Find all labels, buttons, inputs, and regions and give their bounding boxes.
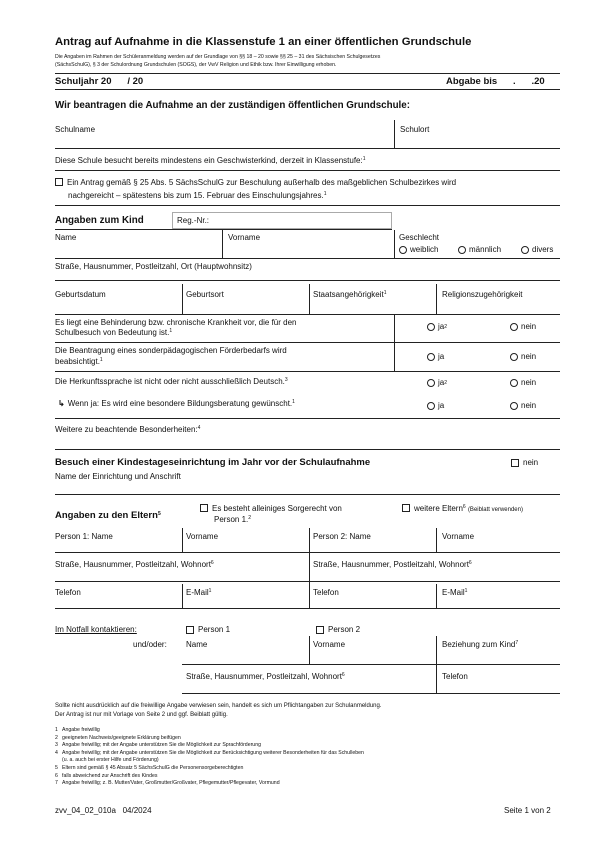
radio-icon[interactable] [427, 323, 435, 331]
school-section-heading: Wir beantragen die Aufnahme an der zuständigen öffentlichen Grundschule: [55, 100, 410, 111]
schulname-label: Schulname [55, 125, 96, 134]
divider [55, 342, 560, 343]
q-herkunftssprache-nein[interactable]: nein [510, 378, 536, 387]
regnr-label: Reg.-Nr.: [177, 216, 210, 225]
eltern-name-fields[interactable] [55, 552, 560, 553]
q-foerderbedarf-ja[interactable]: ja [427, 352, 444, 361]
eltern-kontakt-fields[interactable] [55, 608, 560, 609]
notfall-name-fields[interactable] [182, 664, 560, 665]
divider [55, 205, 560, 206]
footnote: 6 falls abweichend zur Anschrift des Kindes [55, 772, 158, 779]
notfall-vorname-label: Vorname [313, 640, 346, 649]
divider [182, 284, 183, 314]
kind-name-field[interactable] [55, 258, 394, 259]
form-code: zvv_04_02_010a 04/2024 [55, 806, 152, 815]
geburt-fields-row[interactable] [55, 314, 560, 315]
radio-icon[interactable] [510, 402, 518, 410]
geburtsdatum-label: Geburtsdatum [55, 290, 106, 299]
note-gueltigkeit: Der Antrag ist nur mit Vorlage von Seite 2 und ggf. Beiblatt gültig. [55, 712, 228, 718]
alleiniges-sorgerecht-line-2: Person 1.$^2$ [214, 515, 252, 524]
footnote: 2 geeigneten Nachweis/geeignete Erklärung beifügen [55, 734, 181, 741]
footnote: 1 Angabe freiwillig [55, 727, 100, 733]
arrow-icon: ↳ [58, 399, 65, 408]
weitere-eltern-checkbox[interactable] [402, 504, 410, 512]
notfall-telefon-label: Telefon [442, 672, 468, 681]
footnote: 3 Angabe freiwillig; mit der Angabe unterstützen Sie die Möglichkeit zur Sprachförderung [55, 742, 261, 749]
footnote: (u. a. auch bei erster Hilfe und Förderung) [62, 757, 159, 764]
kita-name-field[interactable] [55, 494, 560, 495]
divider [394, 120, 395, 148]
person1-email-label: E-Mail$^1$ [186, 588, 212, 597]
geschlecht-maennlich[interactable]: männlich [458, 245, 501, 254]
divider [55, 418, 560, 419]
antrag-option-line-2: nachgereicht – spätestens bis zum 15. Februar des Einschulungsjahres.$^1$ [68, 191, 327, 200]
divider [309, 284, 310, 314]
notfall-person1-checkbox[interactable] [186, 626, 194, 634]
kind-section-heading: Angaben zum Kind [55, 215, 144, 226]
kita-nein-option[interactable]: nein [511, 458, 538, 467]
q-bildungsberatung: ↳ Wenn ja: Es wird eine besondere Bildungsberatung gewünscht.$^1$ [58, 399, 295, 408]
person2-strasse-label: Straße, Hausnummer, Postleitzahl, Wohnort$^6$ [313, 560, 472, 569]
eltern-strasse-fields[interactable] [55, 581, 560, 582]
footnote: 7 Angabe freiwillig; z. B. Mutter/Vater, Großmutter/Großvater, Pflegemutter/Pflegevater, Vormund [55, 780, 280, 787]
radio-icon[interactable] [510, 379, 518, 387]
regnr-field[interactable] [172, 212, 392, 229]
divider [436, 284, 437, 314]
radio-icon[interactable] [458, 246, 466, 254]
weitere-eltern-option[interactable]: weitere Eltern$^6$ (Beiblatt verwenden) [402, 504, 523, 513]
divider [436, 528, 437, 552]
antrag-option[interactable]: Ein Antrag gemäß § 25 Abs. 5 SächsSchulG zur Beschulung außerhalb des maßgeblichen Schulbezirkes wird [55, 178, 456, 187]
q-behinderung-line-1: Es liegt eine Behinderung bzw. chronische Krankheit vor, die für den [55, 318, 297, 327]
notfall-strasse-label: Straße, Hausnummer, Postleitzahl, Wohnort$^6$ [186, 672, 345, 681]
q-bildungsberatung-nein[interactable]: nein [510, 401, 536, 410]
divider [55, 371, 560, 372]
footnote: 5 Eltern sind gemäß § 45 Absatz 5 SächsSchulG die Personensorgeberechtigten [55, 764, 244, 771]
kind-strasse-field[interactable] [55, 280, 560, 281]
footnote: 4 Angabe freiwillig; mit der Angabe unterstützen Sie die Möglichkeit zur Berücksichtigung weiterer Besonderheiten für das Schulleben [55, 749, 364, 756]
person1-telefon-label: Telefon [55, 588, 81, 597]
beziehung-label: Beziehung zum Kind$^7$ [442, 640, 519, 649]
radio-icon[interactable] [427, 402, 435, 410]
undoder-label: und/oder: [133, 640, 167, 649]
kita-nein-checkbox[interactable] [511, 459, 519, 467]
q-behinderung-ja[interactable]: ja 2 [427, 322, 447, 331]
radio-icon[interactable] [427, 353, 435, 361]
geburtsort-label: Geburtsort [186, 290, 224, 299]
person1-name-label: Person 1: Name [55, 532, 113, 541]
alleiniges-sorgerecht-option[interactable]: Es besteht alleiniges Sorgerecht von [200, 504, 342, 513]
page-number: Seite 1 von 2 [504, 806, 551, 815]
divider [55, 73, 560, 74]
divider [55, 170, 560, 171]
eltern-section-heading: Angaben zu den Eltern$^5$ [55, 510, 161, 521]
q-bildungsberatung-ja[interactable]: ja [427, 401, 444, 410]
kind-vorname-label: Vorname [228, 233, 261, 242]
radio-icon[interactable] [399, 246, 407, 254]
notfall-kontakt-fields[interactable] [182, 693, 560, 694]
person2-vorname-label: Vorname [442, 532, 475, 541]
staatsangehoerigkeit-label: Staatsangehörigkeit$^1$ [313, 290, 387, 299]
divider [55, 89, 560, 90]
notfall-label: Im Notfall kontaktieren: [55, 625, 137, 634]
besonderheiten-field[interactable] [55, 449, 560, 450]
schulname-field[interactable] [55, 148, 560, 149]
notfall-name-label: Name [186, 640, 208, 649]
divider [55, 229, 392, 230]
schuljahr-field[interactable]: Schuljahr 20 / 20 [55, 76, 144, 87]
schulort-label: Schulort [400, 125, 430, 134]
q-foerderbedarf-line-2: beabsichtigt.$^1$ [55, 357, 103, 366]
divider [394, 258, 560, 259]
kita-section-heading: Besuch einer Kindestageseinrichtung im Jahr vor der Schulaufnahme [55, 457, 371, 468]
divider [309, 636, 310, 664]
divider [182, 584, 183, 608]
geschlecht-label: Geschlecht [399, 233, 440, 242]
legal-basis-line-1: Die Angaben im Rahmen der Schüleranmeldung werden auf der Grundlage von §§ 18 – 20 sowie §§ 25 – 31 des Sächsischen Schulgesetzes [55, 54, 381, 60]
divider [222, 230, 223, 258]
divider [309, 528, 310, 608]
person1-vorname-label: Vorname [186, 532, 219, 541]
legal-basis-line-2: (SächsSchulG), § 3 der Schulordnung Grundschulen (SOGS), der VwV Religion und Ethik bzw. Ihrer Einwilligung erhoben. [55, 62, 337, 68]
person2-name-label: Person 2: Name [313, 532, 371, 541]
person2-telefon-label: Telefon [313, 588, 339, 597]
form-title: Antrag auf Aufnahme in die Klassenstufe 1 an einer öffentlichen Grundschule [55, 36, 472, 48]
notfall-person2-checkbox[interactable] [316, 626, 324, 634]
notfall-person1-option[interactable]: Person 1 [186, 625, 230, 634]
note-pflichtangaben: Sollte nicht ausdrücklich auf die freiwillige Angabe verwiesen sein, handelt es sich um Pflichtangaben zur Schulanmeldung. [55, 703, 382, 709]
kind-name-label: Name [55, 233, 77, 242]
besonderheiten-label: Weitere zu beachtende Besonderheiten:$^4$ [55, 425, 201, 434]
person2-email-label: E-Mail$^1$ [442, 588, 468, 597]
abgabe-field[interactable]: Abgabe bis . .20 [446, 76, 545, 87]
q-foerderbedarf-nein[interactable]: nein [510, 352, 536, 361]
divider [394, 230, 395, 258]
antrag-checkbox[interactable] [55, 178, 63, 186]
alleiniges-sorgerecht-checkbox[interactable] [200, 504, 208, 512]
person1-strasse-label: Straße, Hausnummer, Postleitzahl, Wohnort$^6$ [55, 560, 214, 569]
geschlecht-divers[interactable]: divers [521, 245, 553, 254]
kita-name-label: Name der Einrichtung und Anschrift [55, 472, 181, 481]
q-herkunftssprache-ja[interactable]: ja 2 [427, 378, 447, 387]
radio-icon[interactable] [510, 323, 518, 331]
divider [182, 528, 183, 552]
q-foerderbedarf-line-1: Die Beantragung eines sonderpädagogischen Förderbedarfs wird [55, 346, 287, 355]
kind-strasse-label: Straße, Hausnummer, Postleitzahl, Ort (Hauptwohnsitz) [55, 262, 252, 271]
religion-label: Religionszugehörigkeit [442, 290, 523, 299]
q-behinderung-nein[interactable]: nein [510, 322, 536, 331]
divider [436, 584, 437, 608]
radio-icon[interactable] [521, 246, 529, 254]
q-herkunftssprache: Die Herkunftssprache ist nicht oder nicht ausschließlich Deutsch.$^3$ [55, 377, 288, 386]
geschwister-label: Diese Schule besucht bereits mindestens ein Geschwisterkind, derzeit in Klassenstufe:$^1$ [55, 156, 366, 165]
geschlecht-weiblich[interactable]: weiblich [399, 245, 438, 254]
radio-icon[interactable] [427, 379, 435, 387]
footnotes [55, 727, 560, 788]
q-behinderung-line-2: Schulbesuch von Bedeutung ist.$^1$ [55, 328, 173, 337]
notfall-person2-option[interactable]: Person 2 [316, 625, 360, 634]
radio-icon[interactable] [510, 353, 518, 361]
